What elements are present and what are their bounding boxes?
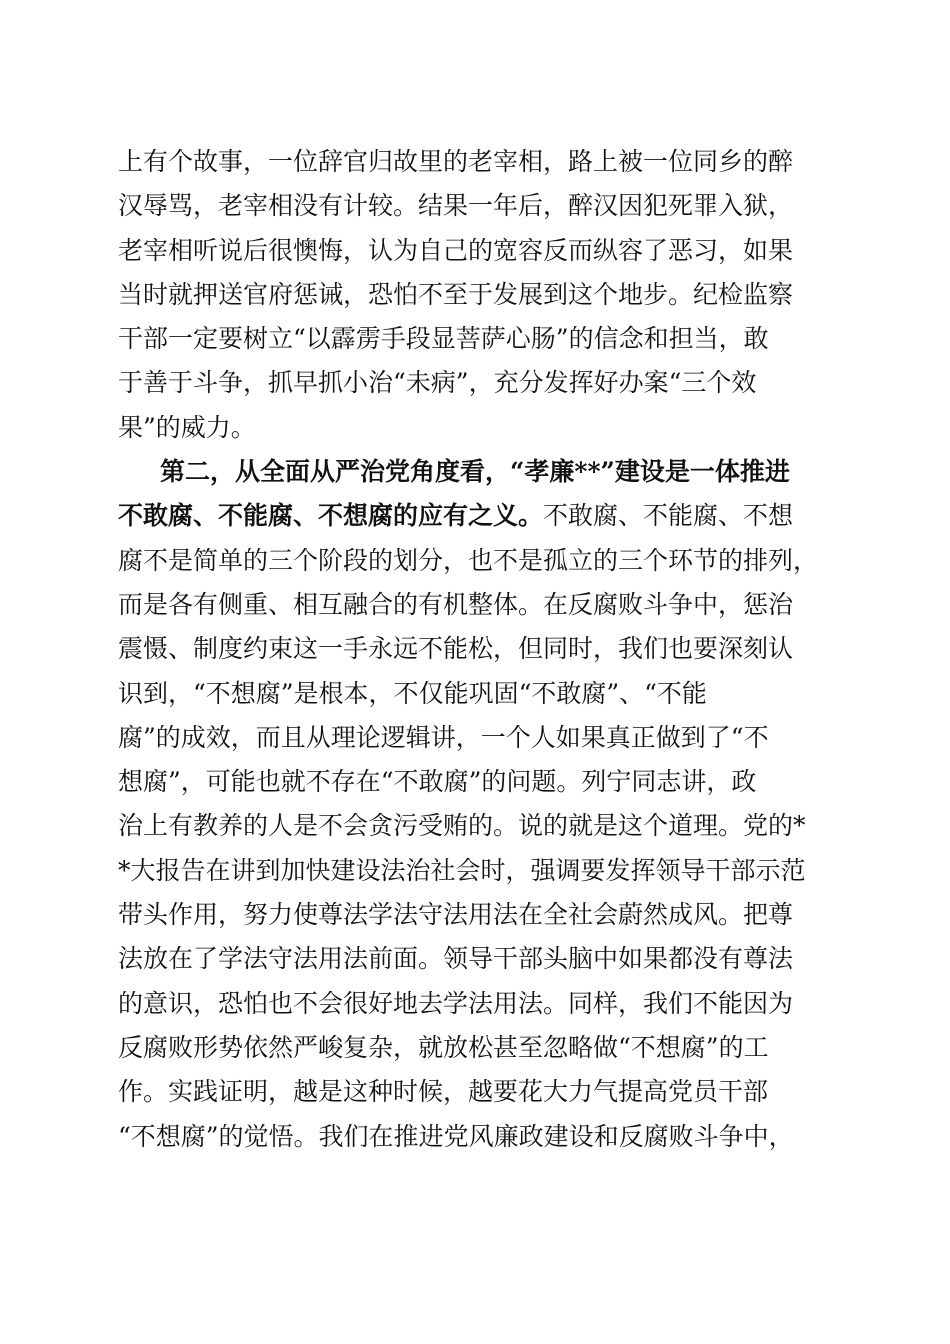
text-line: 腐不是简单的三个阶段的划分，也不是孤立的三个环节的排列， [118, 545, 819, 575]
text-line: 作。实践证明，越是这种时候，越要花大力气提高党员干部 [118, 1077, 769, 1107]
text-line: 治上有教养的人是不会贪污受贿的。说的就是这个道理。党的* [118, 811, 806, 841]
text-line: 汉辱骂，老宰相没有计较。结果一年后，醉汉因犯死罪入狱， [118, 191, 794, 221]
text-line: 的意识，恐怕也不会很好地去学法用法。同样，我们不能因为 [118, 988, 794, 1018]
text-line: 法放在了学法守法用法前面。领导干部头脑中如果都没有尊法 [118, 944, 794, 974]
text-line: 果”的威力。 [118, 412, 256, 442]
paragraph-heading-continuation: 不敢腐、不能腐、不想腐的应有之义。 [118, 501, 544, 531]
text-line-mixed [118, 494, 838, 538]
body-text [118, 140, 838, 1159]
text-line: 老宰相听说后很懊悔，认为自己的宽容反而纵容了恶习，如果 [118, 235, 794, 265]
text-line: 干部一定要树立“以霹雳手段显菩萨心肠”的信念和担当，敢 [118, 324, 769, 354]
text-line: *大报告在讲到加快建设法治社会时，强调要发挥领导干部示范 [118, 855, 806, 885]
text-line: 震慑、制度约束这一手永远不能松，但同时，我们也要深刻认 [118, 634, 794, 664]
text-line: 上有个故事，一位辞官归故里的老宰相，路上被一位同乡的醉 [118, 147, 794, 176]
text-line: 带头作用，努力使尊法学法守法用法在全社会蔚然成风。把尊 [118, 900, 794, 930]
text-line-tail: 不敢腐、不能腐、不想 [543, 501, 794, 531]
text-line: 而是各有侧重、相互融合的有机整体。在反腐败斗争中，惩治 [118, 589, 794, 619]
text-line: 于善于斗争，抓早抓小治“未病”，充分发挥好办案“三个效 [118, 368, 757, 398]
text-line: 当时就押送官府惩诫，恐怕不至于发展到这个地步。纪检监察 [118, 279, 794, 309]
text-line: 识到，“不想腐”是根本，不仅能巩固“不敢腐”、“不能 [118, 678, 707, 708]
paragraph-heading-line: 第二，从全面从严治党角度看，“孝廉**”建设是一体推进 [160, 457, 790, 487]
text-line: “不想腐”的觉悟。我们在推进党风廉政建设和反腐败斗争中， [118, 1121, 794, 1151]
text-line: 腐”的成效，而且从理论逻辑讲，一个人如果真正做到了“不 [118, 722, 769, 752]
text-line: 反腐败形势依然严峻复杂，就放松甚至忽略做“不想腐”的工 [118, 1032, 769, 1062]
text-line: 想腐”，可能也就不存在“不敢腐”的问题。列宁同志讲，政 [118, 767, 757, 797]
